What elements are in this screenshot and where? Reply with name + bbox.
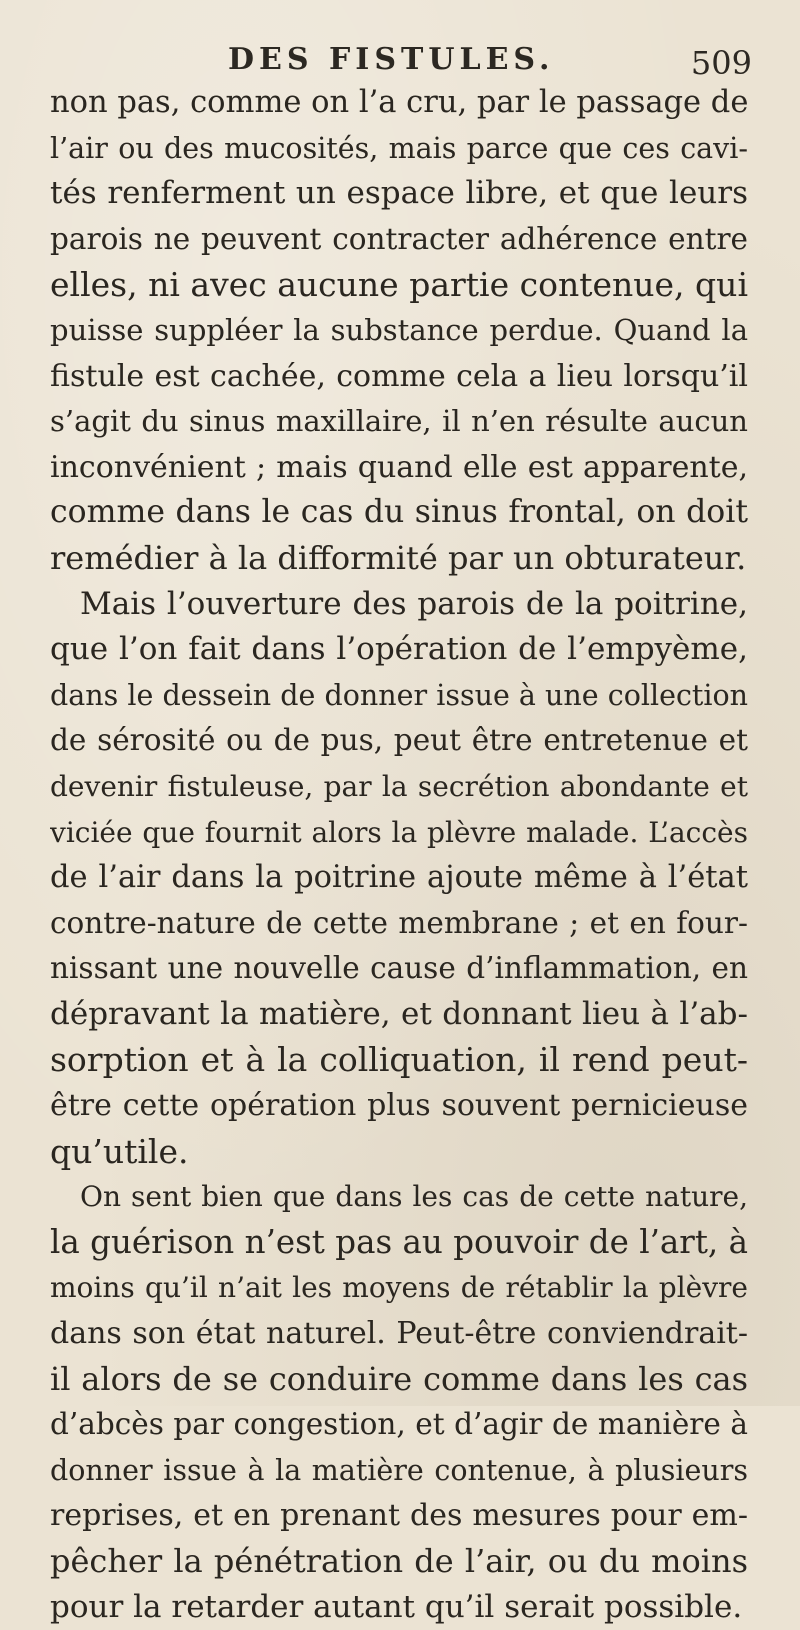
text-line: de l’air dans la poitrine ajoute même à l’état	[50, 860, 748, 896]
text-line: elles, ni avec aucune partie contenue, qui	[50, 265, 748, 305]
text-line: donner issue à la matière contenue, à plusieurs	[50, 1453, 748, 1487]
text-line: tés renferment un espace libre, et que leurs	[50, 175, 748, 212]
text-line: non pas, comme on l’a cru, par le passage de	[50, 85, 748, 120]
text-line: puisse suppléer la substance perdue. Quand la	[50, 312, 748, 347]
text-line: dans son état naturel. Peut-être conviendrait-	[50, 1316, 748, 1352]
text-line: reprises, et en prenant des mesures pour em-	[50, 1498, 748, 1534]
text-line: l’air ou des mucosités, mais parce que ces cavi-	[50, 131, 748, 165]
text-line: que l’on fait dans l’opération de l’empyème,	[50, 631, 748, 668]
text-line: nissant une nouvelle cause d’inflammation, en	[50, 951, 748, 986]
text-line: Mais l’ouverture des parois de la poitrine,	[80, 585, 748, 622]
text-line: la guérison n’est pas au pouvoir de l’art, à	[50, 1222, 748, 1261]
text-line: devenir fistuleuse, par la secrétion abondante et	[50, 769, 748, 803]
body-text	[50, 80, 748, 1630]
text-line: de sérosité ou de pus, peut être entretenue et	[50, 723, 748, 758]
text-line: moins qu’il n’ait les moyens de rétablir la plèvre	[50, 1271, 748, 1305]
text-line: d’abcès par congestion, et d’agir de manière à	[50, 1407, 748, 1442]
text-line: dépravant la matière, et donnant lieu à l’ab-	[50, 995, 748, 1032]
text-line: comme dans le cas du sinus frontal, on doit	[50, 494, 748, 531]
text-line: dans le dessein de donner issue à une collection	[50, 678, 748, 712]
text-line: pour la retarder autant qu’il serait possible.	[50, 1588, 743, 1625]
text-line: sorption et à la colliquation, il rend peut-	[50, 1040, 748, 1080]
text-line: On sent bien que dans les cas de cette nature,	[80, 1180, 748, 1214]
text-line: s’agit du sinus maxillaire, il n’en résulte aucun	[50, 404, 748, 439]
text-line: fistule est cachée, comme cela a lieu lorsqu’il	[50, 358, 748, 394]
running-head: DES FISTULES.	[228, 42, 555, 77]
text-line: parois ne peuvent contracter adhérence entre	[50, 221, 748, 256]
text-line: pêcher la pénétration de l’air, ou du moins	[50, 1542, 748, 1580]
text-line: être cette opération plus souvent pernicieuse	[50, 1088, 748, 1124]
text-line: contre-nature de cette membrane ; et en four-	[50, 905, 748, 940]
text-line: remédier à la difformité par un obturateur.	[50, 538, 747, 577]
page-number: 509	[690, 44, 752, 82]
text-line: inconvénient ; mais quand elle est apparente,	[50, 449, 748, 485]
text-line: il alors de se conduire comme dans les cas	[50, 1359, 748, 1398]
text-line: viciée que fournit alors la plèvre malade. L’accès	[50, 815, 748, 849]
text-line: qu’utile.	[50, 1131, 189, 1171]
